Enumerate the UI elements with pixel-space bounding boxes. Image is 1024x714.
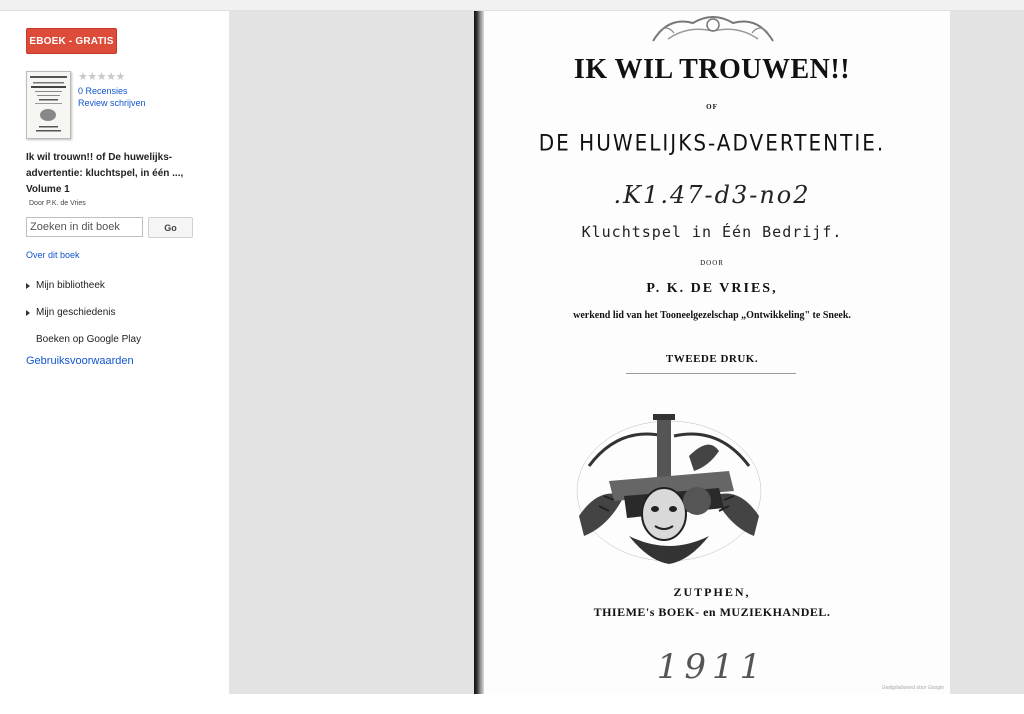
page-divider	[626, 373, 796, 374]
page-city: ZUTPHEN,	[673, 585, 751, 599]
about-book-link[interactable]: Over dit boek	[26, 250, 80, 260]
nav-my-history[interactable]	[26, 307, 116, 318]
nav-my-library[interactable]	[26, 280, 105, 291]
sidebar	[0, 11, 228, 714]
page-subtitle: DE HUWELIJKS-ADVERTENTIE.	[538, 129, 886, 157]
nav-my-library-label: Mijn bibliotheek	[36, 280, 105, 291]
page-of-text: OF	[706, 103, 718, 111]
book-title: Ik wil trouwn!! of De huwelijks-advertentie: kluchtspel, in één ..., Volume 1	[26, 152, 184, 195]
rating-stars: ★★★★★	[78, 71, 125, 83]
theatre-vignette-icon	[569, 396, 769, 571]
page-author: P. K. DE VRIES,	[646, 281, 778, 296]
page-edition: TWEEDE DRUK.	[665, 353, 759, 365]
page-author-description: werkend lid van het Tooneelgezelschap „Ontwikkeling" te Sneek.	[573, 310, 851, 321]
book-page-scan[interactable]	[474, 11, 950, 694]
expand-arrow-icon	[26, 283, 30, 289]
google-watermark: Gedigitaliseerd door Google	[881, 685, 944, 691]
top-bar	[0, 0, 1024, 11]
header-ornament-icon	[648, 11, 778, 45]
reviews-link[interactable]: 0 Recensies	[78, 86, 128, 96]
expand-arrow-icon	[26, 310, 30, 316]
book-cover-thumbnail[interactable]	[26, 71, 71, 139]
book-author: Door P.K. de Vries	[29, 200, 86, 207]
handwritten-call-number: .K1.47-d3-no2	[613, 181, 811, 209]
search-in-book-input[interactable]	[26, 217, 143, 237]
page-publisher: THIEME's BOEK- en MUZIEKHANDEL.	[593, 605, 831, 619]
nav-google-play-label: Boeken op Google Play	[36, 334, 142, 345]
nav-my-history-label: Mijn geschiedenis	[36, 307, 116, 318]
handwritten-year: 1911	[656, 647, 768, 687]
nav-google-play[interactable]	[36, 334, 141, 345]
write-review-link[interactable]: Review schrijven	[78, 98, 146, 108]
search-go-button[interactable]: Go	[148, 217, 193, 238]
free-ebook-button[interactable]: EBOEK - GRATIS	[26, 28, 117, 54]
terms-of-use-link[interactable]: Gebruiksvoorwaarden	[26, 355, 134, 367]
cover-thumbnail-image	[27, 72, 70, 138]
page-genre: Kluchtspel in Één Bedrijf.	[581, 223, 843, 241]
page-title: IK WIL TROUWEN!!	[573, 54, 851, 85]
page-door-text: DOOR	[700, 259, 724, 267]
